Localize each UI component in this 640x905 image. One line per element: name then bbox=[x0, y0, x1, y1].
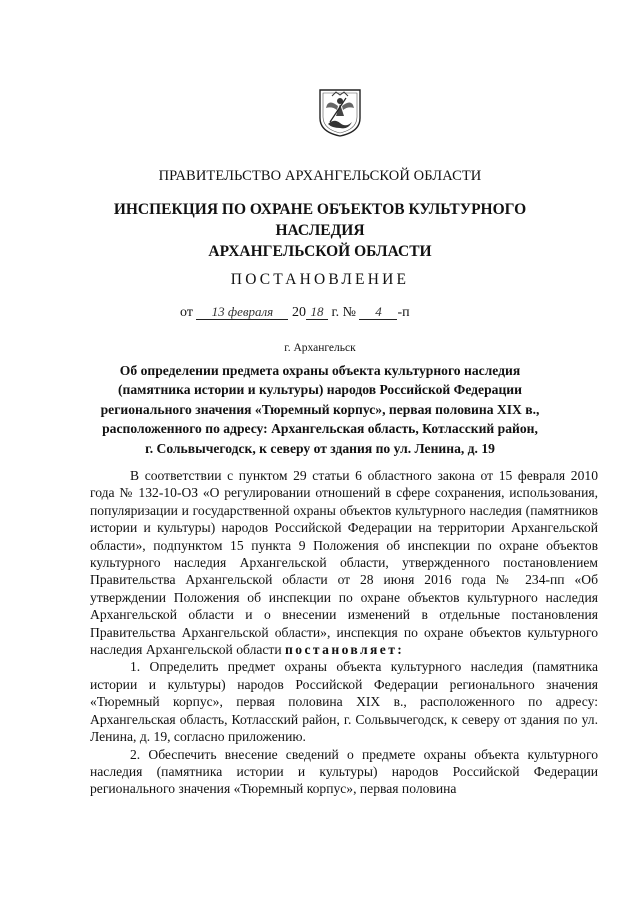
subject-line: регионального значения «Тюремный корпус», первая половина XIX в., bbox=[100, 401, 540, 417]
clause-2-paragraph: 2. Обеспечить внесение сведений о предмете охраны объекта культурного наследия (памятника истории и культуры) народов Российской Федерации регионального значения «Тюремный корпус», первая половина bbox=[90, 746, 598, 797]
handwritten-year: 18 bbox=[306, 305, 328, 320]
city-label: г. Архангельск bbox=[284, 342, 356, 354]
dateline bbox=[180, 305, 480, 321]
handwritten-date: 13 февраля bbox=[196, 305, 288, 320]
date-prefix: от bbox=[180, 305, 193, 320]
year-prefix: 20 bbox=[291, 305, 306, 320]
subject-line: расположенного по адресу: Архангельская область, Котласский район, bbox=[102, 421, 538, 437]
document-type: ПОСТАНОВЛЕНИЕ bbox=[230, 271, 410, 288]
subject-line: Об определении предмета охраны объекта культурного наследия bbox=[119, 363, 521, 378]
arkhangelsk-coat-of-arms-icon bbox=[318, 88, 362, 138]
document-body bbox=[90, 467, 598, 798]
inspection-title-line2: АРХАНГЕЛЬСКОЙ ОБЛАСТИ bbox=[208, 243, 432, 260]
subject-line: (памятника истории и культуры) народов Российской Федерации bbox=[118, 382, 522, 398]
document-subject bbox=[92, 361, 548, 458]
clause-1-paragraph: 1. Определить предмет охраны объекта культурного наследия (памятника истории и культуры) народов Российской Федерации регионального значения «Тюремный корпус», первая половина XIX в., расположенного по адресу: Архангельская область, Котласский район, г. Сольвычегодск, к северу от здания по ул. Ленина, д. 19, согласно приложению. bbox=[90, 659, 598, 745]
handwritten-number: 4 bbox=[359, 305, 397, 320]
preamble-paragraph bbox=[90, 467, 598, 658]
year-label: г. № bbox=[331, 305, 356, 320]
resolves-word: постановляет: bbox=[285, 642, 405, 658]
inspection-title bbox=[70, 199, 570, 262]
government-title: ПРАВИТЕЛЬСТВО АРХАНГЕЛЬСКОЙ ОБЛАСТИ bbox=[158, 168, 482, 184]
inspection-title-line1: ИНСПЕКЦИЯ ПО ОХРАНЕ ОБЪЕКТОВ КУЛЬТУРНОГО НАСЛЕДИЯ bbox=[113, 201, 527, 239]
subject-line: г. Сольвычегодск, к северу от здания по ул. Ленина, д. 19 bbox=[145, 440, 495, 456]
number-suffix: -п bbox=[397, 305, 410, 320]
preamble-text: В соответствии с пунктом 29 статьи 6 областного закона от 15 февраля 2010 года № 132-10-ОЗ «О регулировании отношений в сфере сохранения, использования, популяризации и государственной охраны объектов культурного наследия (памятников истории и культуры) народов Российской Федерации на территории Архангельской области», подпунктом 15 пункта 9 Положения об инспекции по охране объектов культурного наследия Архангельской области, утвержденного постановлением Правительства Архангельской области от 28 июня 2016 года № 234-пп «Об утверждении Положения об инспекции по охране объектов культурного наследия Архангельской области и о внесении изменений в отдельные постановления Правительства Архангельской области», инспекция по охране объектов культурного наследия Архангельской области bbox=[90, 468, 598, 658]
